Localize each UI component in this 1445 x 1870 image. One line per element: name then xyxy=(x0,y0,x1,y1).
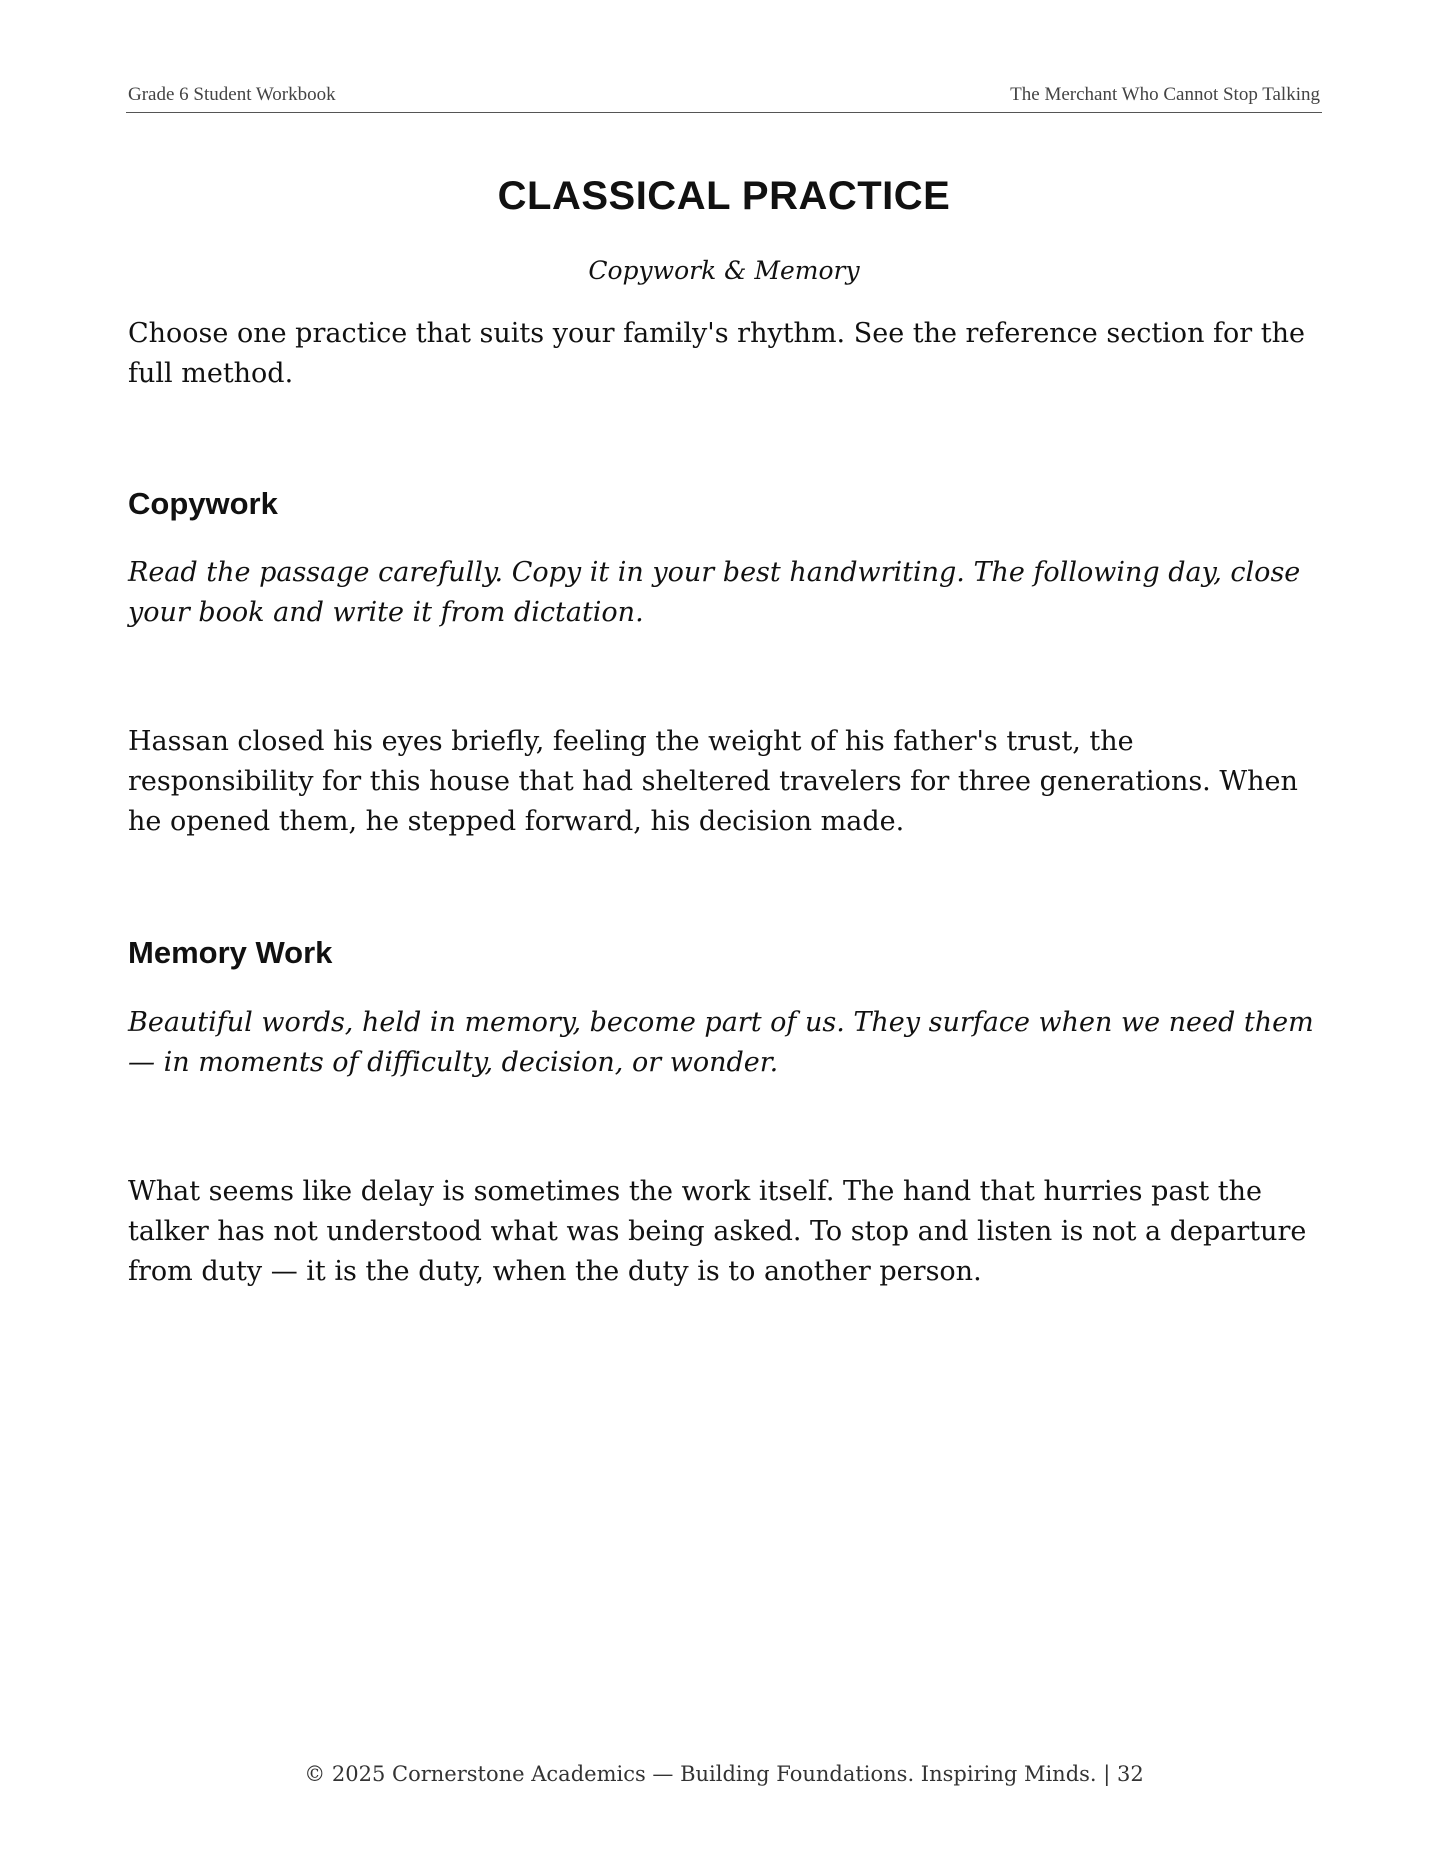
page-title: CLASSICAL PRACTICE xyxy=(497,174,951,218)
memory-work-heading: Memory Work xyxy=(128,935,333,970)
memory-work-instruction: Beautiful words, held in memory, become part of us. They surface when we need them — in moments of difficulty, decision, or wonder. xyxy=(128,1007,1314,1078)
copywork-instruction: Read the passage carefully. Copy it in your best handwriting. The following day, close your book and write it from dictation. xyxy=(128,557,1301,628)
page-footer: © 2025 Cornerstone Academics — Building Foundations. Inspiring Minds. | 32 xyxy=(304,1762,1144,1786)
page-header xyxy=(126,84,1322,113)
header-workbook-title: Grade 6 Student Workbook xyxy=(128,84,336,105)
memory-work-passage: What seems like delay is sometimes the work itself. The hand that hurries past the talker has not understood what was being asked. To stop and listen is not a departure from duty — it is the duty, when the duty is to another person. xyxy=(128,1176,1307,1287)
intro-paragraph: Choose one practice that suits your family's rhythm. See the reference section for the full method. xyxy=(128,318,1305,389)
page-subtitle: Copywork & Memory xyxy=(588,256,860,285)
copywork-passage: Hassan closed his eyes briefly, feeling the weight of his father's trust, the responsibility for this house that had sheltered travelers for three generations. When he opened them, he stepped forward, his decision made. xyxy=(128,726,1298,837)
header-story-title: The Merchant Who Cannot Stop Talking xyxy=(1010,84,1320,105)
copywork-heading: Copywork xyxy=(128,486,278,521)
